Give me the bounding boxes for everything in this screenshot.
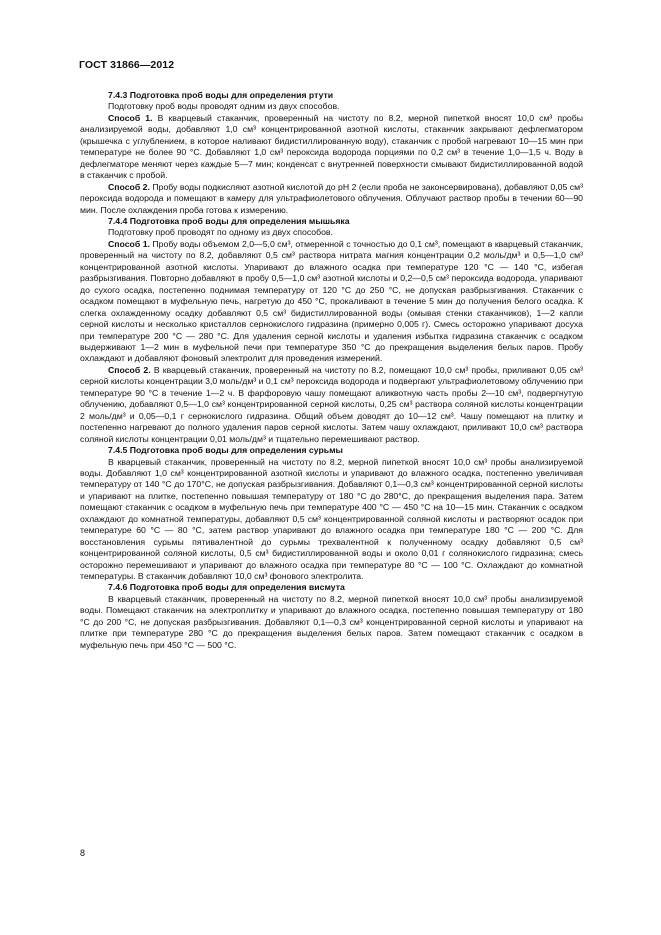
paragraph-text: В кварцевый стаканчик, проверенный на чистоту по 8.2, мерной пипеткой вносят 10,0 см³ пробы анализируемой воды, добавляют 1,0 см³ концентрированной азотной кислоты, стаканчик закрывают дефлегматором (крышечка с углублением, в которое наливают бидистиллированную воду), стаканчик с пробой нагревают 10—15 мин при температуре не более 90 °С. Добавляют 1,0 см³ пероксида водорода порциями по 0,2 см³ в течение 1,0—1,5 ч. Воду в дефлегматоре меняют через каждые 5—7 мин; конденсат с внутренней поверхности смывают бидистиллированной водой в стаканчик с пробой. [80, 112, 583, 181]
paragraph [80, 113, 583, 182]
paragraph [80, 182, 583, 216]
method-label: Способ 2. [108, 181, 150, 192]
paragraph [80, 239, 583, 365]
paragraph-text: Пробу воды подкисляют азотной кислотой до рН 2 (если проба не законсервирована), добавляют 0,05 см³ пероксида водорода и помещают в камеру для ультрафиолетового облучения. Облучают раствор пробы в течении 60—90 мин. После охлаждения проба готова к измерению. [80, 181, 583, 215]
section-heading-bismuth: 7.4.6 Подготовка проб воды для определения висмута [108, 582, 345, 593]
document-body [80, 90, 583, 651]
paragraph: Подготовку проб воды проводят одним из двух способов. [108, 101, 340, 112]
section-heading-antimony: 7.4.5 Подготовка проб воды для определения сурьмы [108, 445, 343, 456]
method-label: Способ 2. [108, 364, 151, 375]
section-heading-arsenic: 7.4.4 Подготовка проб воды для определения мышьяка [108, 215, 350, 226]
method-label: Способ 1. [108, 238, 150, 249]
page-number: 8 [80, 848, 86, 858]
paragraph-text: В кварцевый стаканчик, проверенный на чистоту по 8.2, помещают 10,0 см³ пробы, приливают 0,05 см³ серной кислоты концентрации 3,0 моль/дм³ и 0,1 см³ пероксида водорода и подвергают ультрафиолетовому облучению при температуре 90 °С в течение 1—2 ч. В фарфоровую чашу помещают аликвотную часть пробы 2—10 см³, подвергнутую облучению, добавляют 0,5—1,0 см³ концентрированной серной кислоты, 0,25 см³ раствора соляной кислоты концентрации 2 моль/дм³ и 0,05—0,1 г сернокислого гидразина. Общий объем доводят до 10—12 см³. Чашу помещают на плитку и постепенно нагревают до полного удаления паров серной кислоты. Затем чашу охлаждают, приливают 10,0 см³ раствора соляной кислоты концентрации 0,01 моль/дм³ и тщательно перемешивают раствор. [80, 364, 583, 444]
paragraph: Подготовку проб проводят по одному из двух способов. [108, 227, 333, 238]
section-heading-mercury: 7.4.3 Подготовка проб воды для определения ртути [108, 90, 334, 100]
paragraph: В кварцевый стаканчик, проверенный на чистоту по 8.2, мерной пипеткой вносят 10,0 см³ пробы анализируемой воды. Помещают стаканчик на электроплитку и упаривают до влажного осадка, постепенно повышая температуру от 180 °С до 200 °С, не допуская разбрызгивания. Добавляют 0,1—0,3 см³ концентрированной серной кислоты и упаривают на плитке при температуре 280 °С до прекращения выделения белых паров. Затем помещают стаканчик с осадком в муфельную печь при 450 °С — 500 °С. [80, 593, 583, 650]
paragraph-text: Пробу воды объемом 2,0—5,0 см³, отмеренной с точностью до 0,1 см³, помещают в кварцевый стаканчик, проверенный на чистоту по 8.2, добавляют 0,5 см³ раствора нитрата магния концентрации 0,2 моль/дм³ и 0,5—1,0 см³ концентрированной азотной кислоты. Упаривают до влажного осадка при температуре 120 °С — 140 °С, избегая разбрызгивания. Повторно добавляют в пробу 0,5—1,0 см³ азотной кислоты и 0,2—0,5 см³ пероксида водорода, упаривают до сухого осадка, постепенно поднимая температуру от 120 °С до 250 °С, не допуская разбрызгивания. Стаканчик с осадком помещают в муфельную печь, нагретую до 450 °С, прокаливают в течение 5 мин до получения белого осадка. К слегка охлажденному осадку добавляют 0,5 см³ бидистиллированной воды (омывая стенки стаканчиков), 1—2 капли серной кислоты и несколько кристаллов сернокислого гидразина (примерно 0,005 г). Смесь осторожно упаривают досуха при температуре 200 °С — 280 °С. Для удаления серной кислоты и удаления избытка гидразина стаканчик с осадком выдерживают 1—2 мин в муфельной печи при температуре 350 °С до прекращения выделения белых паров. Пробу охлаждают и добавляют фоновый электролит для проведения измерений. [80, 238, 583, 364]
paragraph: В кварцевый стаканчик, проверенный на чистоту по 8.2, мерной пипеткой вносят 10,0 см³ пробы анализируемой воды. Добавляют 1,0 см³ концентрированной азотной кислоты и упаривают до влажного осадка, постепенно увеличивая температуру от 140 °С до 170°С, не допуская разбрызгивания. Добавляют 0,1—0,3 см³ концентрированной серной кислоты и упаривают на плитке, постепенно повышая температуру от 180 °С до 280°С, до прекращения выделения пара. Затем помещают стаканчик с осадком в муфельную печь при температуре 400 °С — 450 °С на 10—15 мин. Стаканчик с осадком охлаждают до комнатной температуры, добавляют 0,5 см³ концентрированной соляной кислоты и растворяют осадок при температуре 60 °С — 80 °С, затем раствор упаривают до влажного осадка при температуре 180 °С — 200 °С. Для восстановления сурьмы пятивалентной до сурьмы трехвалентной к полученному осадку добавляют 0,5 см³ концентрированной соляной кислоты, 0,5 см³ бидистиллированной воды и около 0,01 г солянокислого гидразина; смесь осторожно перемешивают и упаривают до влажного осадка при температуре 80 °С — 100 °С. Охлаждают до комнатной температуры. В стаканчик добавляют 10,0 см³ фонового электролита. [80, 456, 583, 582]
paragraph [80, 365, 583, 445]
document-header: ГОСТ 31866—2012 [79, 59, 175, 71]
method-label: Способ 1. [108, 112, 153, 123]
